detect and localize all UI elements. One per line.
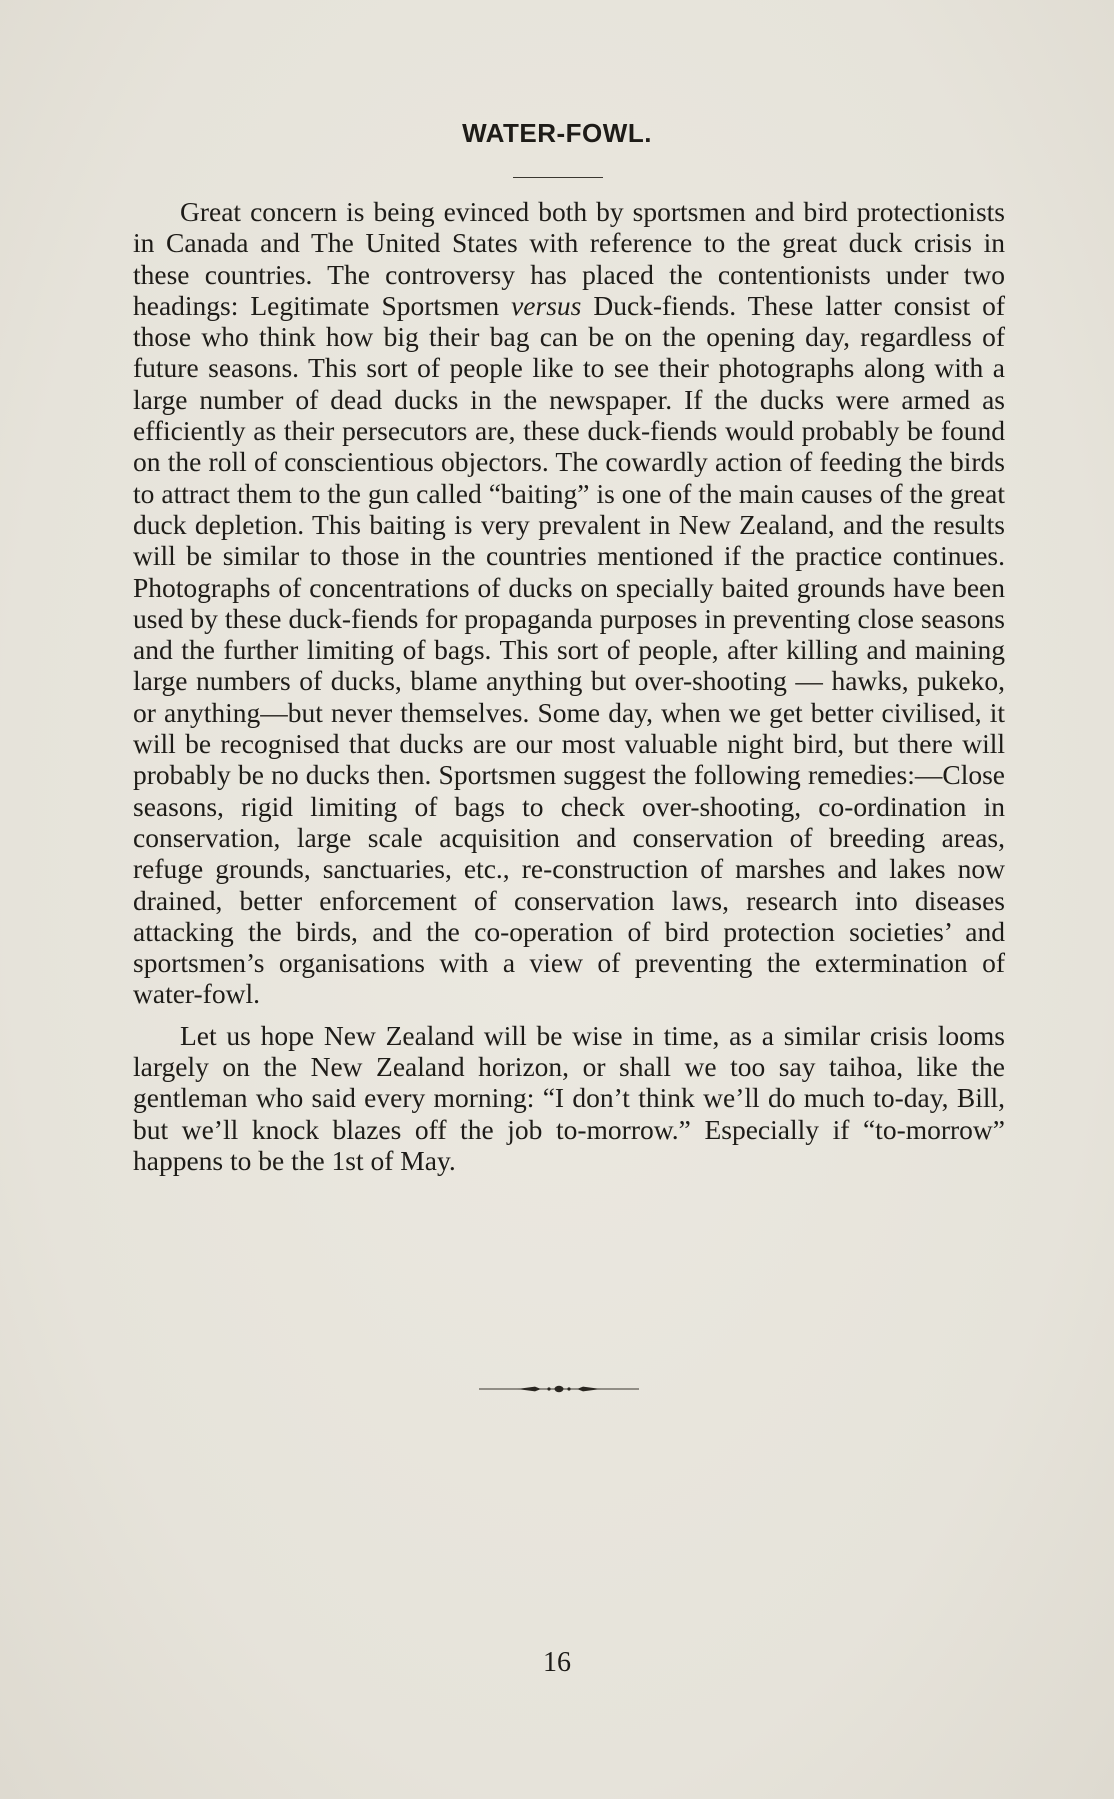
article-title: WATER-FOWL. xyxy=(462,118,652,148)
paragraph-1-text-b: Duck-fiends. These latter consist of those who think how big their bag can be on the opening day, regardless of future seasons. This sort of people like to see their photographs along with a large number of dead ducks in the newspaper. If the ducks were armed as efficiently as their persecutors are, these duck-fiends would probably be found on the roll of conscientious objectors. The cowardly action of feeding the birds to attract them to the gun called “baiting” is one of the main causes of the great duck depletion. This baiting is very prevalent in New Zealand, and the results will be similar to those in the countries mentioned if the practice continues. Photographs of concentrations of ducks on specially baited grounds have been used by these duck-fiends for propaganda purposes in preventing close seasons and the further limiting of bags. This sort of people, after killing and maining large numbers of ducks, blame anything but over-shooting — hawks, pukeko, or anything—but never themselves. Some day, when we get better civilised, it will be recognised that ducks are our most valuable night bird, but there will probably be no ducks then. Sportsmen suggest the following remedies:—Close seasons, rigid limiting of bags to check over-shooting, co-ordination in conservation, large scale acquisition and conservation of breeding areas, refuge grounds, sanctuaries, etc., re-construction of marshes and lakes now drained, better enforcement of conservation laws, research into diseases attacking the birds, and the co-operation of bird protection societies’ and sportsmen’s organisations with a view of preventing the extermination of water-fowl. xyxy=(133,289,1005,1010)
article-body xyxy=(133,196,1005,1176)
paragraph-1-text-a: Great concern is being evinced both by sportsmen and bird protectionists in Canada and The United States with reference to the great duck crisis in these countries. The controversy has placed the contentionists under two headings: Legitimate Sportsmen xyxy=(133,196,1005,321)
emphasis-versus: versus xyxy=(511,289,582,321)
section-divider-ornament xyxy=(479,1383,639,1395)
title-underline xyxy=(513,177,603,178)
paragraph-2: Let us hope New Zealand will be wise in time, as a similar crisis looms largely on the New Zealand horizon, or shall we too say taihoa, like the gentleman who said every morning: “I don’t think we’ll do much to-day, Bill, but we’ll knock blazes off the job to-morrow.” Especially if “to-morrow” happens to be the 1st of May. xyxy=(133,1019,1005,1176)
page-number: 16 xyxy=(543,1647,571,1678)
paragraph-1 xyxy=(133,196,1005,1010)
